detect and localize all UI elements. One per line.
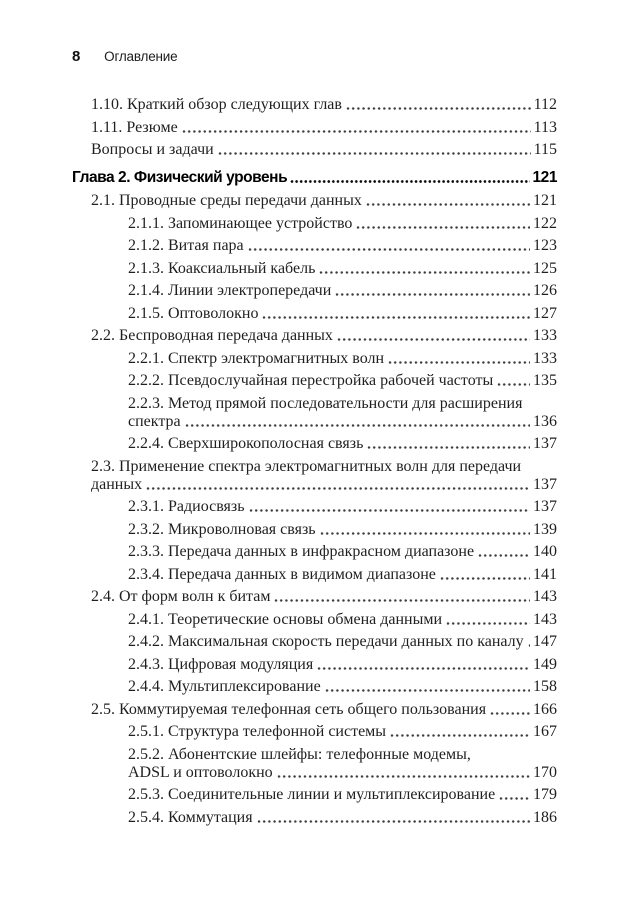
toc-line [128,215,557,233]
toc-line [128,435,557,453]
toc-page-number: 140 [533,543,557,560]
toc-line [128,723,557,741]
leader-dots [325,688,530,693]
toc-entry-title: 2.1.4. Линии электропередачи [128,282,332,299]
toc-page-number: 139 [533,520,557,538]
toc-entry-title: 2.1.1. Запоминающее устройство [128,214,353,232]
toc-page-number: 121 [533,192,557,209]
toc-entry-title: 2.2.3. Метод прямой последовательности для расширения [128,394,523,412]
toc-entry [72,435,557,453]
toc-line [128,260,557,278]
toc-page-number: 112 [533,96,557,113]
toc-line [128,786,557,804]
toc-page-number: 166 [533,700,557,718]
toc-line [128,282,557,300]
toc-line [72,169,557,187]
toc-line [128,413,557,431]
leader-dots [366,202,530,207]
toc-entry [72,327,557,345]
toc-entry-title: 1.11. Резюме [91,118,178,136]
toc-entry [72,786,557,804]
toc-entry-title: 2.1. Проводные среды передачи данных [91,192,362,209]
toc-page-number: 135 [533,372,557,389]
toc-page-number: 133 [533,349,557,367]
toc-line [91,119,557,137]
toc-entry [72,678,557,696]
toc-line [128,498,557,516]
toc-entry-title: 2.2.4. Сверхширокополосная связь [128,435,364,452]
toc-line [128,678,557,696]
toc-entry-title: 2.4.2. Максимальная скорость передачи данных по каналу [128,633,524,650]
toc-entry [72,260,557,278]
toc-entry-title: 2.1.3. Коаксиальный кабель [128,259,316,277]
toc-entry [72,611,557,629]
leader-dots [335,292,530,297]
toc-page-number: 147 [533,633,557,650]
leader-dots [185,423,530,428]
leader-dots [497,382,530,387]
toc-entry [72,237,557,255]
toc-entry-title: Глава 2. Физический уровень [72,169,288,186]
toc-entry [72,282,557,300]
toc-entry [72,141,557,159]
running-head [72,49,557,65]
toc-line [128,372,557,390]
toc-page-number: 143 [533,588,557,605]
toc-line [91,701,557,719]
toc-entry-title: 2.4.3. Цифровая модуляция [128,655,314,673]
toc-entry-title: 2.1.2. Витая пара [128,237,244,254]
toc-entry-title: 2.4.1. Теоретические основы обмена данными [128,610,443,628]
toc-line [128,395,557,413]
toc-entry-title: 2.3. Применение спектра электромагнитных волн для передачи [91,457,522,475]
toc-line [128,305,557,323]
toc-entry [72,746,557,782]
toc-entry-title: 2.3.2. Микроволновая связь [128,520,316,538]
toc-chapter-entry [72,169,557,187]
toc-page-number: 179 [533,786,557,803]
toc-entry [72,119,557,137]
toc-entry-title: 2.1.5. Оптоволокно [128,304,259,322]
toc-line [128,656,557,674]
toc-entry [72,633,557,651]
toc-entry-title: 2.5.2. Абонентские шлейфы: телефонные модемы, [128,745,471,763]
leader-dots [249,508,530,513]
toc-entry [72,521,557,539]
toc-line [91,458,557,476]
toc-line [91,476,557,494]
leader-dots [478,553,530,558]
toc-entry [72,543,557,561]
toc-page-number: 133 [533,327,557,344]
toc-page-number: 143 [533,610,557,628]
toc-entry [72,215,557,233]
toc-page-number: 127 [533,304,557,322]
toc-page-number: 115 [533,141,557,158]
leader-dots [388,360,530,365]
toc-entry [72,566,557,584]
toc-entry-title: 2.2.1. Спектр электромагнитных волн [128,349,385,367]
toc-entry-title: 2.5.3. Соединительные линии и мультиплексирование [128,786,496,803]
toc-entry [72,96,557,114]
toc-entry [72,350,557,368]
toc-page-number: 137 [533,475,557,493]
toc-line [128,350,557,368]
toc-entry-title: данных [91,475,143,493]
leader-dots [528,643,530,648]
toc-entry-title: 2.2.2. Псевдослучайная перестройка рабочей частоты [128,372,494,389]
toc-line [91,327,557,345]
leader-dots [317,666,530,671]
toc-entry-title: 2.3.4. Передача данных в видимом диапазоне [128,565,436,583]
toc-line [91,96,557,114]
toc-line [128,809,557,827]
leader-dots [248,247,530,252]
toc-line [128,764,557,782]
toc-page-number: 136 [533,412,557,430]
toc-entry-title: 2.3.1. Радиосвязь [128,498,245,515]
toc-line [91,141,557,159]
toc-entry [72,395,557,431]
toc-entry-title: 2.3.3. Передача данных в инфракрасном диапазоне [128,543,475,560]
toc-entry-title: 2.2. Беспроводная передача данных [91,327,333,344]
toc-page-number: 125 [533,259,557,277]
toc-page-number: 137 [533,498,557,515]
leader-dots [440,576,530,581]
table-of-contents [72,96,557,827]
toc-entry-title: 2.5. Коммутируемая телефонная сеть общего пользования [91,700,487,718]
toc-line [128,566,557,584]
leader-dots [346,106,531,111]
toc-entry [72,701,557,719]
toc-entry [72,305,557,323]
page-number-header: 8 [72,48,81,65]
toc-entry-title: Вопросы и задачи [91,141,214,158]
toc-entry [72,192,557,210]
toc-entry-title: 1.10. Краткий обзор следующих глав [91,96,342,113]
leader-dots [146,486,530,491]
leader-dots [356,225,530,230]
leader-dots [262,315,530,320]
toc-page-number: 170 [533,763,557,781]
toc-page-number: 186 [533,808,557,826]
toc-page-number: 123 [533,237,557,254]
toc-entry-title: 2.5.4. Коммутация [128,808,253,826]
toc-entry [72,458,557,494]
leader-dots [290,179,530,184]
toc-entry [72,723,557,741]
leader-dots [499,796,530,801]
toc-line [128,237,557,255]
leader-dots [257,819,530,824]
toc-page-number: 122 [533,214,557,232]
toc-entry [72,588,557,606]
leader-dots [277,774,530,779]
leader-dots [182,129,531,134]
leader-dots [337,337,530,342]
toc-page-number: 126 [533,282,557,299]
toc-line [128,543,557,561]
leader-dots [446,621,530,626]
toc-entry [72,809,557,827]
toc-entry [72,498,557,516]
toc-entry [72,656,557,674]
running-title: Оглавление [104,49,178,64]
leader-dots [390,733,530,738]
toc-line [128,633,557,651]
leader-dots [320,531,530,536]
toc-entry [72,372,557,390]
toc-page-number: 141 [533,565,557,583]
toc-page-number: 113 [533,118,557,136]
leader-dots [367,445,530,450]
toc-line [91,192,557,210]
toc-page-number: 149 [533,655,557,673]
leader-dots [274,598,530,603]
toc-line [128,521,557,539]
toc-entry-title: 2.4. От форм волн к битам [91,588,271,605]
toc-entry-title: спектра [128,412,181,430]
toc-line [128,746,557,764]
toc-entry-title: 2.5.1. Структура телефонной системы [128,723,387,740]
toc-page-number: 121 [532,169,557,186]
toc-line [128,611,557,629]
leader-dots [490,711,530,716]
toc-line [91,588,557,606]
toc-page-number: 167 [533,723,557,740]
toc-page-number: 158 [533,678,557,695]
toc-page-number: 137 [533,435,557,452]
leader-dots [218,151,531,156]
leader-dots [319,270,530,275]
toc-entry-title: 2.4.4. Мультиплексирование [128,678,321,695]
toc-entry-title: ADSL и оптоволокно [128,763,273,781]
